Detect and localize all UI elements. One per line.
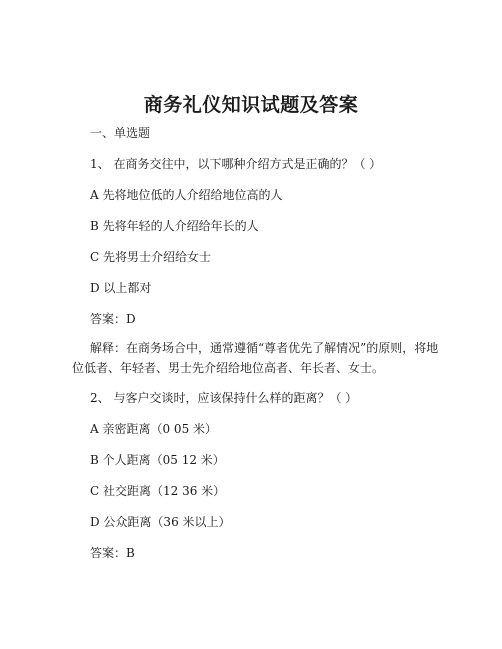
question-2-option-d: D 公众距离（36 米以上）	[90, 515, 231, 529]
question-1-option-c: C 先将男士介绍给女士	[90, 250, 211, 264]
question-2: 2、 与客户交谈时，应该保持什么样的距离？（ ）	[90, 391, 358, 405]
question-2-answer: 答案：B	[90, 546, 135, 560]
question-2-option-a: A 亲密距离（0 05 米）	[90, 422, 218, 436]
question-1-explanation: 解释：在商务场合中，通常遵循“尊者优先了解情况”的原则，将地位低者、年轻者、男士先介绍给地位高者、年长者、女士。	[72, 341, 439, 375]
question-2-option-b: B 个人距离（05 12 米）	[90, 453, 225, 467]
question-2-option-c: C 社交距离（12 36 米）	[90, 484, 226, 498]
question-1-option-b: B 先将年轻的人介绍给年长的人	[90, 219, 259, 233]
section-heading: 一、单选题	[90, 126, 151, 140]
question-1-answer: 答案：D	[90, 312, 136, 326]
question-1-option-d: D 以上都对	[90, 281, 152, 295]
question-1-option-a: A 先将地位低的人介绍给地位高的人	[90, 188, 283, 202]
question-1: 1、 在商务交往中，以下哪种介绍方式是正确的？（ ）	[90, 157, 382, 171]
document-title: 商务礼仪知识试题及答案	[143, 94, 359, 116]
